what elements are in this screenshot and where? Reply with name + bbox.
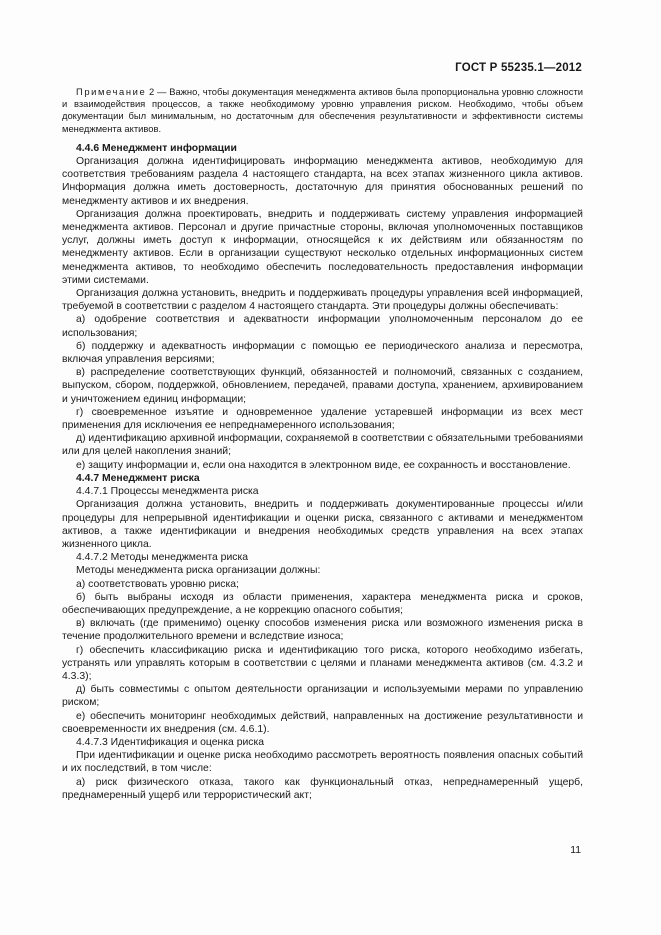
list-item: б) поддержку и адекватность информации с помощью ее периодического анализа и пересмотра, включая управления версиями;	[62, 340, 583, 366]
page-number: 11	[570, 845, 581, 856]
section-heading-4-4-7: 4.4.7 Менеджмент риска	[76, 472, 200, 484]
subsection-heading-4-4-7-2: 4.4.7.2 Методы менеджмента риска	[76, 552, 249, 564]
list-item: а) риск физического отказа, такого как функциональный отказ, непреднамеренный ущерб, преднамеренный ущерб или террористический акт;	[62, 776, 583, 801]
paragraph: Методы менеджмента риска организации должны:	[76, 565, 321, 577]
list-item: а) соответствовать уровню риска;	[76, 578, 239, 590]
subsection-heading-4-4-7-3: 4.4.7.3 Идентификация и оценка риска	[76, 736, 265, 748]
paragraph: При идентификации и оценке риска необходимо рассмотреть вероятность появления опасных событий и их последствий, в том числе:	[62, 750, 583, 775]
note-label: Примечание	[76, 86, 147, 97]
list-item: д) идентификацию архивной информации, сохраняемой в соответствии с обязательными требованиями или для целей накопления знаний;	[62, 433, 583, 458]
list-item: е) защиту информации и, если она находится в электронном виде, ее сохранность и восстановление.	[76, 459, 571, 471]
document-id: ГОСТ Р 55235.1—2012	[455, 62, 582, 74]
list-item: в) включать (где применимо) оценку способов изменения риска или возможного изменения риска в течение продолжительного времени и вследствие износа;	[62, 618, 583, 643]
paragraph: Организация должна проектировать, внедрить и поддерживать систему управления информацией менеджмента активов. Персонал и другие причастные стороны, включая уполномоченных поставщиков услуг, должны иметь доступ к информации, относящейся к их действиям или обязанностям по менеджменту активов. Если в организации существуют несколько отдельных информационных систем менеджмента активов, то необходимо обеспечить последовательность предоставления информации этими системами.	[62, 208, 583, 286]
list-item: а) одобрение соответствия и адекватности информации уполномоченным персоналом до ее использования;	[62, 314, 583, 339]
list-item: д) быть совместимы с опытом деятельности организации и используемыми мерами по управлению риском;	[62, 684, 583, 709]
list-item: г) обеспечить классификацию риска и идентификацию того риска, которого необходимо избегать, устранять или управлять которым в соответствии с целями и планами менеджмента активов (см. 4.3.2 и 4.3.3);	[62, 644, 583, 682]
subsection-heading-4-4-7-1: 4.4.7.1 Процессы менеджмента риска	[76, 486, 259, 498]
list-item: е) обеспечить мониторинг необходимых действий, направленных на достижение результативности и своевременности их внедрения (см. 4.6.1).	[62, 710, 583, 735]
note-block	[62, 86, 583, 135]
note-paragraph	[62, 86, 583, 135]
list-item: г) своевременное изъятие и одновременное удаление устаревшей информации из всех мест применения для исключения ее непреднамеренного использования;	[62, 406, 583, 432]
section-heading-4-4-6: 4.4.6 Менеджмент информации	[76, 142, 237, 154]
list-item: в) распределение соответствующих функций, обязанностей и полномочий, связанных с созданием, выпуском, сбором, поддержкой, обновлением, передачей, правами доступа, хранением, архивированием и уничтожением единиц информации;	[62, 367, 583, 405]
page-body	[62, 86, 583, 802]
note-text: 2 — Важно, чтобы документация менеджмента активов была пропорциональна уровню сложности и взаимодействия процессов, а также необходимому уровню управления риском. Необходимо, чтобы объем документации был минимальным, но достаточным для обеспечения результативности и эффективности системы менеджмента активов.	[62, 86, 583, 134]
paragraph: Организация должна установить, внедрить и поддерживать документированные процессы и/или процедуры для непрерывной идентификации и оценки риска, связанного с активами и менеджментом активов, а также идентификации и внедрения необходимых средств управления на всех этапах жизненного цикла.	[62, 499, 583, 550]
list-item: б) быть выбраны исходя из области применения, характера менеджмента риска и сроков, обеспечивающих предупреждение, а не коррекцию опасного события;	[62, 591, 583, 616]
paragraph: Организация должна установить, внедрить и поддерживать процедуры управления всей информацией, требуемой в соответствии с разделом 4 настоящего стандарта. Эти процедуры должны обеспечивать:	[62, 288, 583, 313]
paragraph: Организация должна идентифицировать информацию менеджмента активов, необходимую для соответствия требованиям раздела 4 настоящего стандарта, на всех этапах жизненного цикла активов. Информация должна иметь достоверность, достаточную для принятия обоснованных решений по менеджменту активов и их внедрения.	[62, 156, 583, 207]
